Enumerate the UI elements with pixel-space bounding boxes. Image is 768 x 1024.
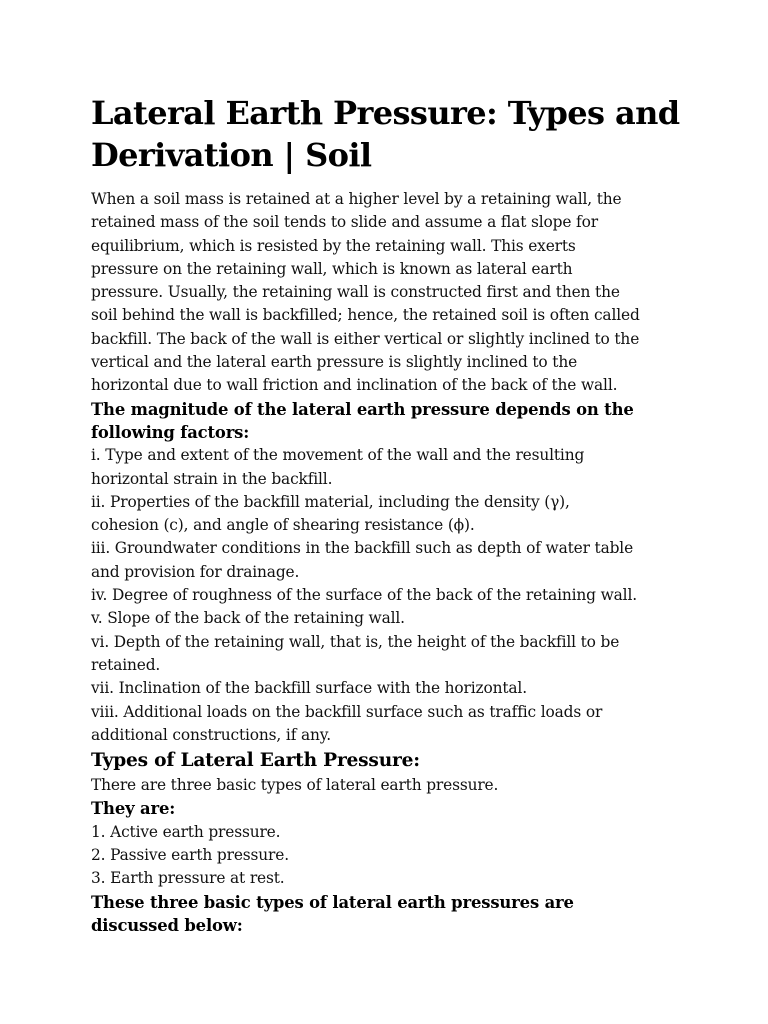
list-item-line: ii. Properties of the backfill material, including the density (γ), [91, 492, 570, 511]
intro-line: horizontal due to wall friction and inclination of the back of the wall. [91, 376, 618, 395]
intro-line: soil behind the wall is backfilled; hence, the retained soil is often called [91, 306, 640, 325]
page-title [91, 92, 691, 176]
intro-line: pressure. Usually, the retaining wall is constructed first and then the [91, 283, 620, 302]
list-item [91, 677, 691, 700]
list-item-line: additional constructions, if any. [91, 725, 332, 744]
list-item-line: iii. Groundwater conditions in the backfill such as depth of water table [91, 539, 634, 558]
list-item [91, 444, 691, 491]
closing-heading [91, 891, 691, 938]
types-list [91, 821, 691, 891]
list-item [91, 584, 691, 607]
document-page [91, 92, 691, 937]
list-item-line: vi. Depth of the retaining wall, that is, the height of the backfill to be [91, 632, 620, 651]
article-body [91, 188, 691, 937]
intro-line: When a soil mass is retained at a higher level by a retaining wall, the [91, 190, 622, 208]
intro-paragraph [91, 188, 691, 398]
closing-heading-line: These three basic types of lateral earth pressures are [91, 892, 574, 912]
list-item-line: i. Type and extent of the movement of the wall and the resulting [91, 446, 585, 465]
list-item [91, 537, 691, 584]
types-intro: There are three basic types of lateral earth pressure. [91, 776, 499, 795]
factors-heading-line: following factors: [91, 422, 250, 442]
list-item-line: v. Slope of the back of the retaining wall. [91, 609, 405, 628]
list-item [91, 491, 691, 538]
list-item-line: retained. [91, 655, 161, 674]
closing-heading-line: discussed below: [91, 915, 243, 935]
intro-line: equilibrium, which is resisted by the retaining wall. This exerts [91, 236, 576, 255]
intro-line: backfill. The back of the wall is either vertical or slightly inclined to the [91, 329, 640, 348]
factors-heading [91, 398, 691, 445]
list-item [91, 607, 691, 630]
title-line: Lateral Earth Pressure: Types and [91, 94, 680, 132]
they-are-label: They are: [91, 799, 176, 819]
types-heading: Types of Lateral Earth Pressure: [91, 750, 420, 772]
list-item-line: vii. Inclination of the backfill surface with the horizontal. [91, 679, 527, 698]
factors-list [91, 444, 691, 747]
list-item-line: viii. Additional loads on the backfill surface such as traffic loads or [91, 702, 603, 721]
list-item: 1. Active earth pressure. [91, 822, 281, 841]
list-item [91, 631, 691, 678]
list-item: 3. Earth pressure at rest. [91, 869, 285, 888]
intro-line: pressure on the retaining wall, which is known as lateral earth [91, 259, 573, 278]
list-item-line: horizontal strain in the backfill. [91, 469, 333, 488]
intro-line: retained mass of the soil tends to slide and assume a flat slope for [91, 213, 598, 232]
list-item [91, 701, 691, 748]
list-item-line: and provision for drainage. [91, 562, 300, 581]
list-item-line: cohesion (c), and angle of shearing resistance (ϕ). [91, 516, 475, 535]
list-item: 2. Passive earth pressure. [91, 846, 289, 865]
title-line: Derivation | Soil [91, 136, 372, 174]
intro-line: vertical and the lateral earth pressure is slightly inclined to the [91, 353, 578, 372]
list-item-line: iv. Degree of roughness of the surface of the back of the retaining wall. [91, 586, 637, 605]
factors-heading-line: The magnitude of the lateral earth pressure depends on the [91, 399, 634, 419]
